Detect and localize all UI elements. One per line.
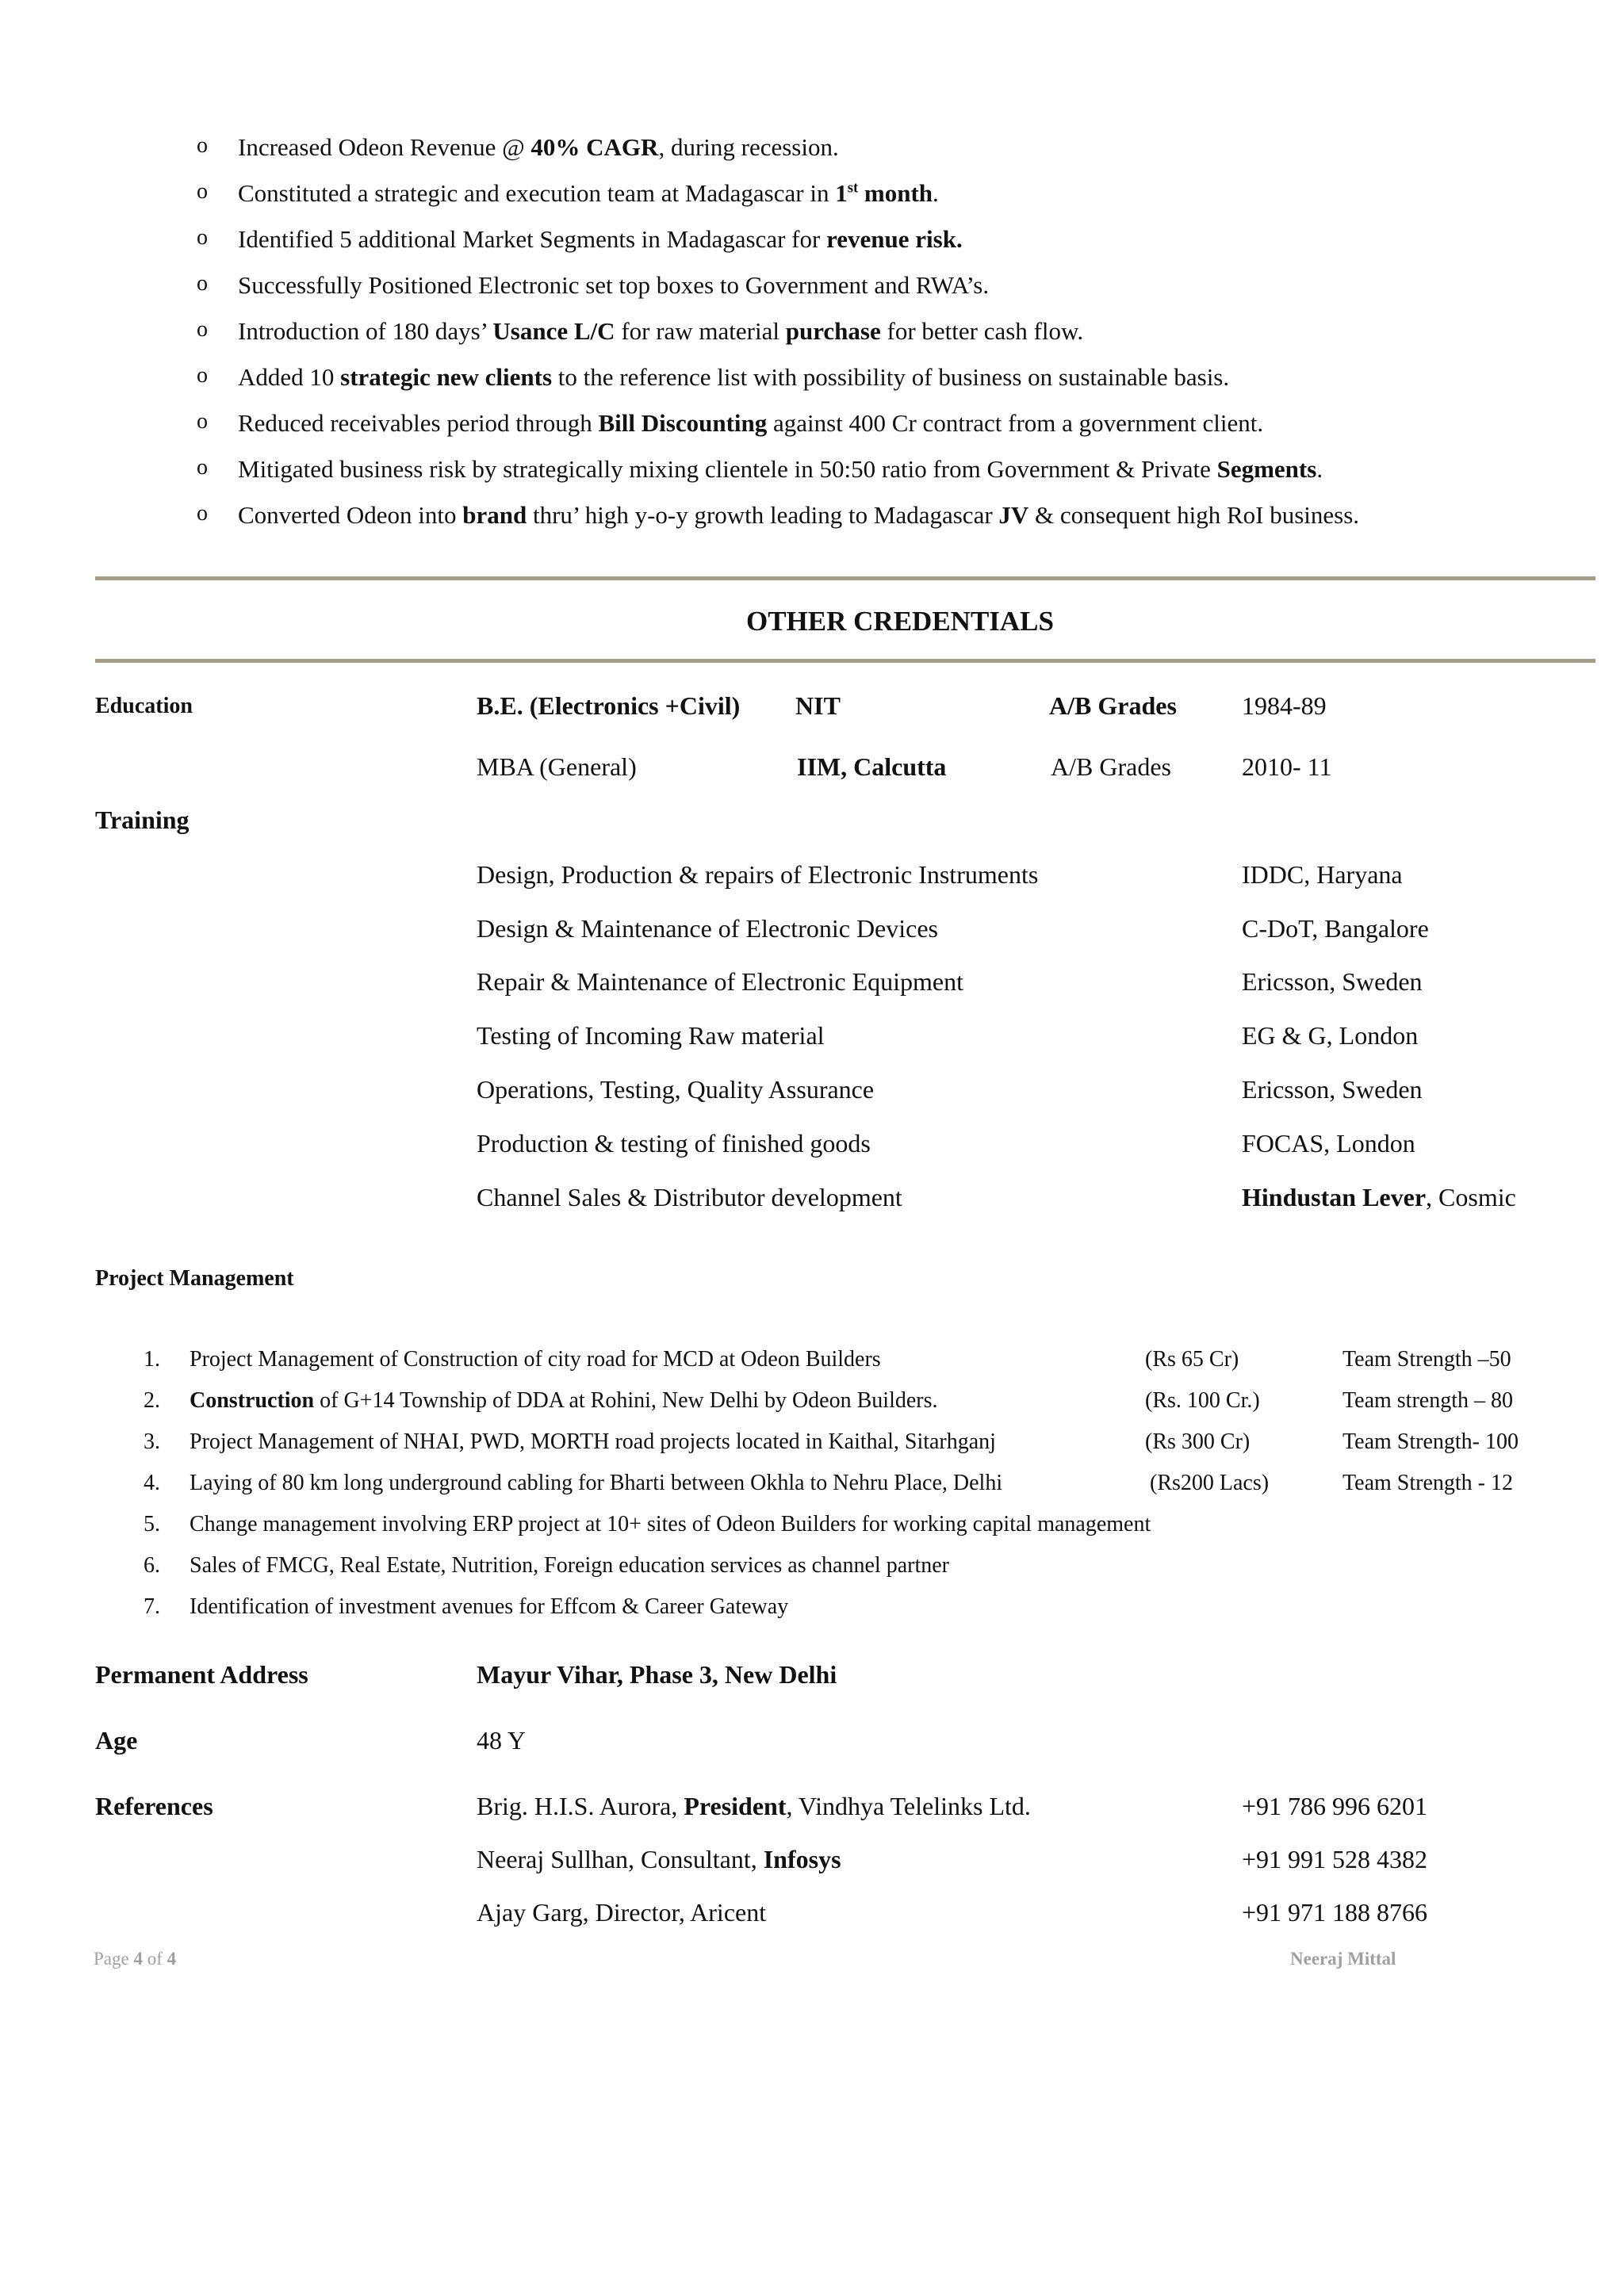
project-number: 5.: [144, 1512, 160, 1536]
page-number: [94, 1949, 176, 1969]
text-run: for better cash flow.: [880, 317, 1084, 345]
project-description-rest: of G+14 Township of DDA at Rohini, New Delhi by Odeon Builders.: [314, 1388, 938, 1413]
text-run: purchase: [785, 317, 881, 345]
text-run: against 400 Cr contract from a government client.: [767, 409, 1264, 437]
education-institute: NIT: [795, 691, 841, 720]
bullet-marker: o: [197, 179, 208, 204]
page-current: 4: [133, 1949, 143, 1969]
bullet-text: [238, 271, 989, 300]
training-org-suffix: , Cosmic: [1426, 1183, 1516, 1211]
bullet-marker: o: [197, 271, 208, 296]
project-description: Sales of FMCG, Real Estate, Nutrition, Foreign education services as channel partner: [190, 1553, 949, 1578]
text-run: for raw material: [615, 317, 786, 345]
text-run: thru’ high y-o-y growth leading to Madagascar: [527, 501, 999, 529]
reference-name-text: Brig. H.I.S. Aurora,: [477, 1792, 684, 1820]
training-org: IDDC, Haryana: [1242, 860, 1403, 889]
bullet-text: [238, 317, 1083, 346]
text-run: .: [933, 179, 939, 207]
project-number: 7.: [144, 1594, 160, 1619]
project-team: Team Strength - 12: [1342, 1471, 1513, 1495]
project-management-label: Project Management: [95, 1266, 294, 1291]
footer-author: Neeraj Mittal: [1290, 1949, 1396, 1969]
page-of: of: [142, 1949, 167, 1969]
project-amount: (Rs 300 Cr): [1145, 1429, 1251, 1454]
bullet-text: [238, 501, 1359, 530]
training-course: Testing of Incoming Raw material: [477, 1021, 825, 1050]
age-value: 48 Y: [477, 1726, 526, 1755]
references-label: References: [95, 1792, 213, 1820]
text-run: .: [1316, 455, 1323, 483]
training-course: Production & testing of finished goods: [477, 1129, 871, 1158]
education-years: 2010- 11: [1242, 752, 1332, 781]
training-course: Design, Production & repairs of Electronic Instruments: [477, 860, 1039, 889]
project-description: [190, 1388, 938, 1414]
text-run: Reduced receivables period through: [238, 409, 599, 437]
training-course: Channel Sales & Distributor development: [477, 1183, 902, 1211]
text-run: JV: [998, 501, 1029, 529]
bullet-text: [238, 225, 963, 254]
text-run: month: [858, 179, 933, 207]
permanent-address-label: Permanent Address: [95, 1660, 308, 1689]
training-org: Ericsson, Sweden: [1242, 1075, 1423, 1104]
section-title: OTHER CREDENTIALS: [745, 606, 1054, 637]
project-description: Project Management of NHAI, PWD, MORTH road projects located in Kaithal, Sitarhganj: [190, 1429, 996, 1454]
text-run: Added 10: [238, 363, 341, 391]
project-team: Team strength – 80: [1342, 1388, 1513, 1413]
age-label: Age: [95, 1726, 138, 1755]
project-number: 6.: [144, 1553, 160, 1578]
text-run: Usance L/C: [492, 317, 615, 345]
permanent-address-value: Mayur Vihar, Phase 3, New Delhi: [477, 1660, 837, 1689]
bullet-text: [238, 363, 1229, 392]
project-amount: (Rs200 Lacs): [1150, 1471, 1270, 1495]
text-run: Bill Discounting: [598, 409, 768, 437]
project-description: Identification of investment avenues for Effcom & Career Gateway: [190, 1594, 789, 1619]
project-number: 3.: [144, 1429, 160, 1454]
reference-title: Infosys: [763, 1845, 841, 1873]
project-number: 4.: [144, 1471, 160, 1495]
text-run: brand: [462, 501, 527, 529]
bullet-marker: o: [197, 501, 208, 526]
text-run: Segments: [1216, 455, 1317, 483]
reference-phone: +91 786 996 6201: [1242, 1792, 1428, 1820]
education-years: 1984-89: [1242, 691, 1327, 720]
bullet-text: [238, 179, 939, 208]
training-label: Training: [95, 806, 190, 834]
bullet-marker: o: [197, 363, 208, 388]
text-run: & consequent high RoI business.: [1028, 501, 1360, 529]
education-institute: IIM, Calcutta: [797, 752, 947, 781]
project-description-bold: Construction: [190, 1388, 315, 1413]
project-number: 1.: [144, 1347, 160, 1372]
text-run: Increased Odeon Revenue @: [238, 133, 531, 161]
reference-org: , Vindhya Telelinks Ltd.: [786, 1792, 1031, 1820]
reference-name: [477, 1792, 1031, 1821]
text-run: 1: [835, 179, 848, 207]
education-degree: MBA (General): [477, 752, 637, 781]
training-course: Design & Maintenance of Electronic Devices: [477, 914, 938, 943]
education-grades: A/B Grades: [1049, 691, 1177, 720]
text-run: revenue risk.: [826, 225, 963, 253]
text-run: st: [847, 179, 859, 197]
text-run: 40% CAGR: [530, 133, 659, 161]
education-grades: A/B Grades: [1051, 752, 1171, 781]
project-number: 2.: [144, 1388, 160, 1413]
project-description: Laying of 80 km long underground cabling for Bharti between Okhla to Nehru Place, Delhi: [190, 1471, 1003, 1495]
bullet-marker: o: [197, 455, 208, 480]
page-word: Page: [94, 1949, 134, 1969]
text-run: strategic new clients: [340, 363, 553, 391]
education-degree: B.E. (Electronics +Civil): [477, 691, 741, 720]
training-org-name: Hindustan Lever: [1242, 1183, 1427, 1211]
page-total: 4: [167, 1949, 177, 1969]
text-run: Introduction of 180 days’: [238, 317, 493, 345]
bullet-text: [238, 409, 1263, 438]
project-team: Team Strength –50: [1342, 1347, 1511, 1372]
project-amount: (Rs 65 Cr): [1145, 1347, 1239, 1372]
training-org: C-DoT, Bangalore: [1242, 914, 1429, 943]
reference-phone: +91 971 188 8766: [1242, 1898, 1428, 1927]
education-label: Education: [95, 694, 193, 718]
reference-name: [477, 1845, 841, 1874]
training-org: [1242, 1183, 1516, 1212]
training-course: Operations, Testing, Quality Assurance: [477, 1075, 875, 1104]
bullet-text: [238, 455, 1323, 484]
text-run: Mitigated business risk by strategically mixing clientele in 50:50 ratio from Government & Private: [238, 455, 1217, 483]
bullet-marker: o: [197, 225, 208, 250]
project-description: Change management involving ERP project at 10+ sites of Odeon Builders for working capital management: [190, 1512, 1151, 1536]
reference-phone: +91 991 528 4382: [1242, 1845, 1428, 1873]
section-rule-top: [95, 576, 1595, 580]
reference-name: [477, 1898, 766, 1927]
reference-name-text: Ajay Garg, Director, Aricent: [477, 1898, 767, 1927]
text-run: to the reference list with possibility of business on sustainable basis.: [552, 363, 1230, 391]
reference-name-text: Neeraj Sullhan, Consultant,: [477, 1845, 764, 1873]
text-run: Constituted a strategic and execution team at Madagascar in: [238, 179, 836, 207]
project-team: Team Strength- 100: [1342, 1429, 1519, 1454]
training-course: Repair & Maintenance of Electronic Equipment: [477, 967, 963, 996]
training-org: Ericsson, Sweden: [1242, 967, 1423, 996]
bullet-marker: o: [197, 317, 208, 342]
text-run: Converted Odeon into: [238, 501, 463, 529]
bullet-marker: o: [197, 133, 208, 158]
bullet-text: [238, 133, 839, 162]
project-amount: (Rs. 100 Cr.): [1145, 1388, 1260, 1413]
training-org: EG & G, London: [1242, 1021, 1419, 1050]
text-run: Identified 5 additional Market Segments in Madagascar for: [238, 225, 827, 253]
project-description: Project Management of Construction of city road for MCD at Odeon Builders: [190, 1347, 881, 1372]
training-org: FOCAS, London: [1242, 1129, 1415, 1158]
text-run: , during recession.: [658, 133, 839, 161]
section-rule-bottom: [95, 659, 1595, 663]
reference-title: President: [684, 1792, 787, 1820]
text-run: Successfully Positioned Electronic set top boxes to Government and RWA’s.: [238, 271, 990, 299]
bullet-marker: o: [197, 409, 208, 434]
